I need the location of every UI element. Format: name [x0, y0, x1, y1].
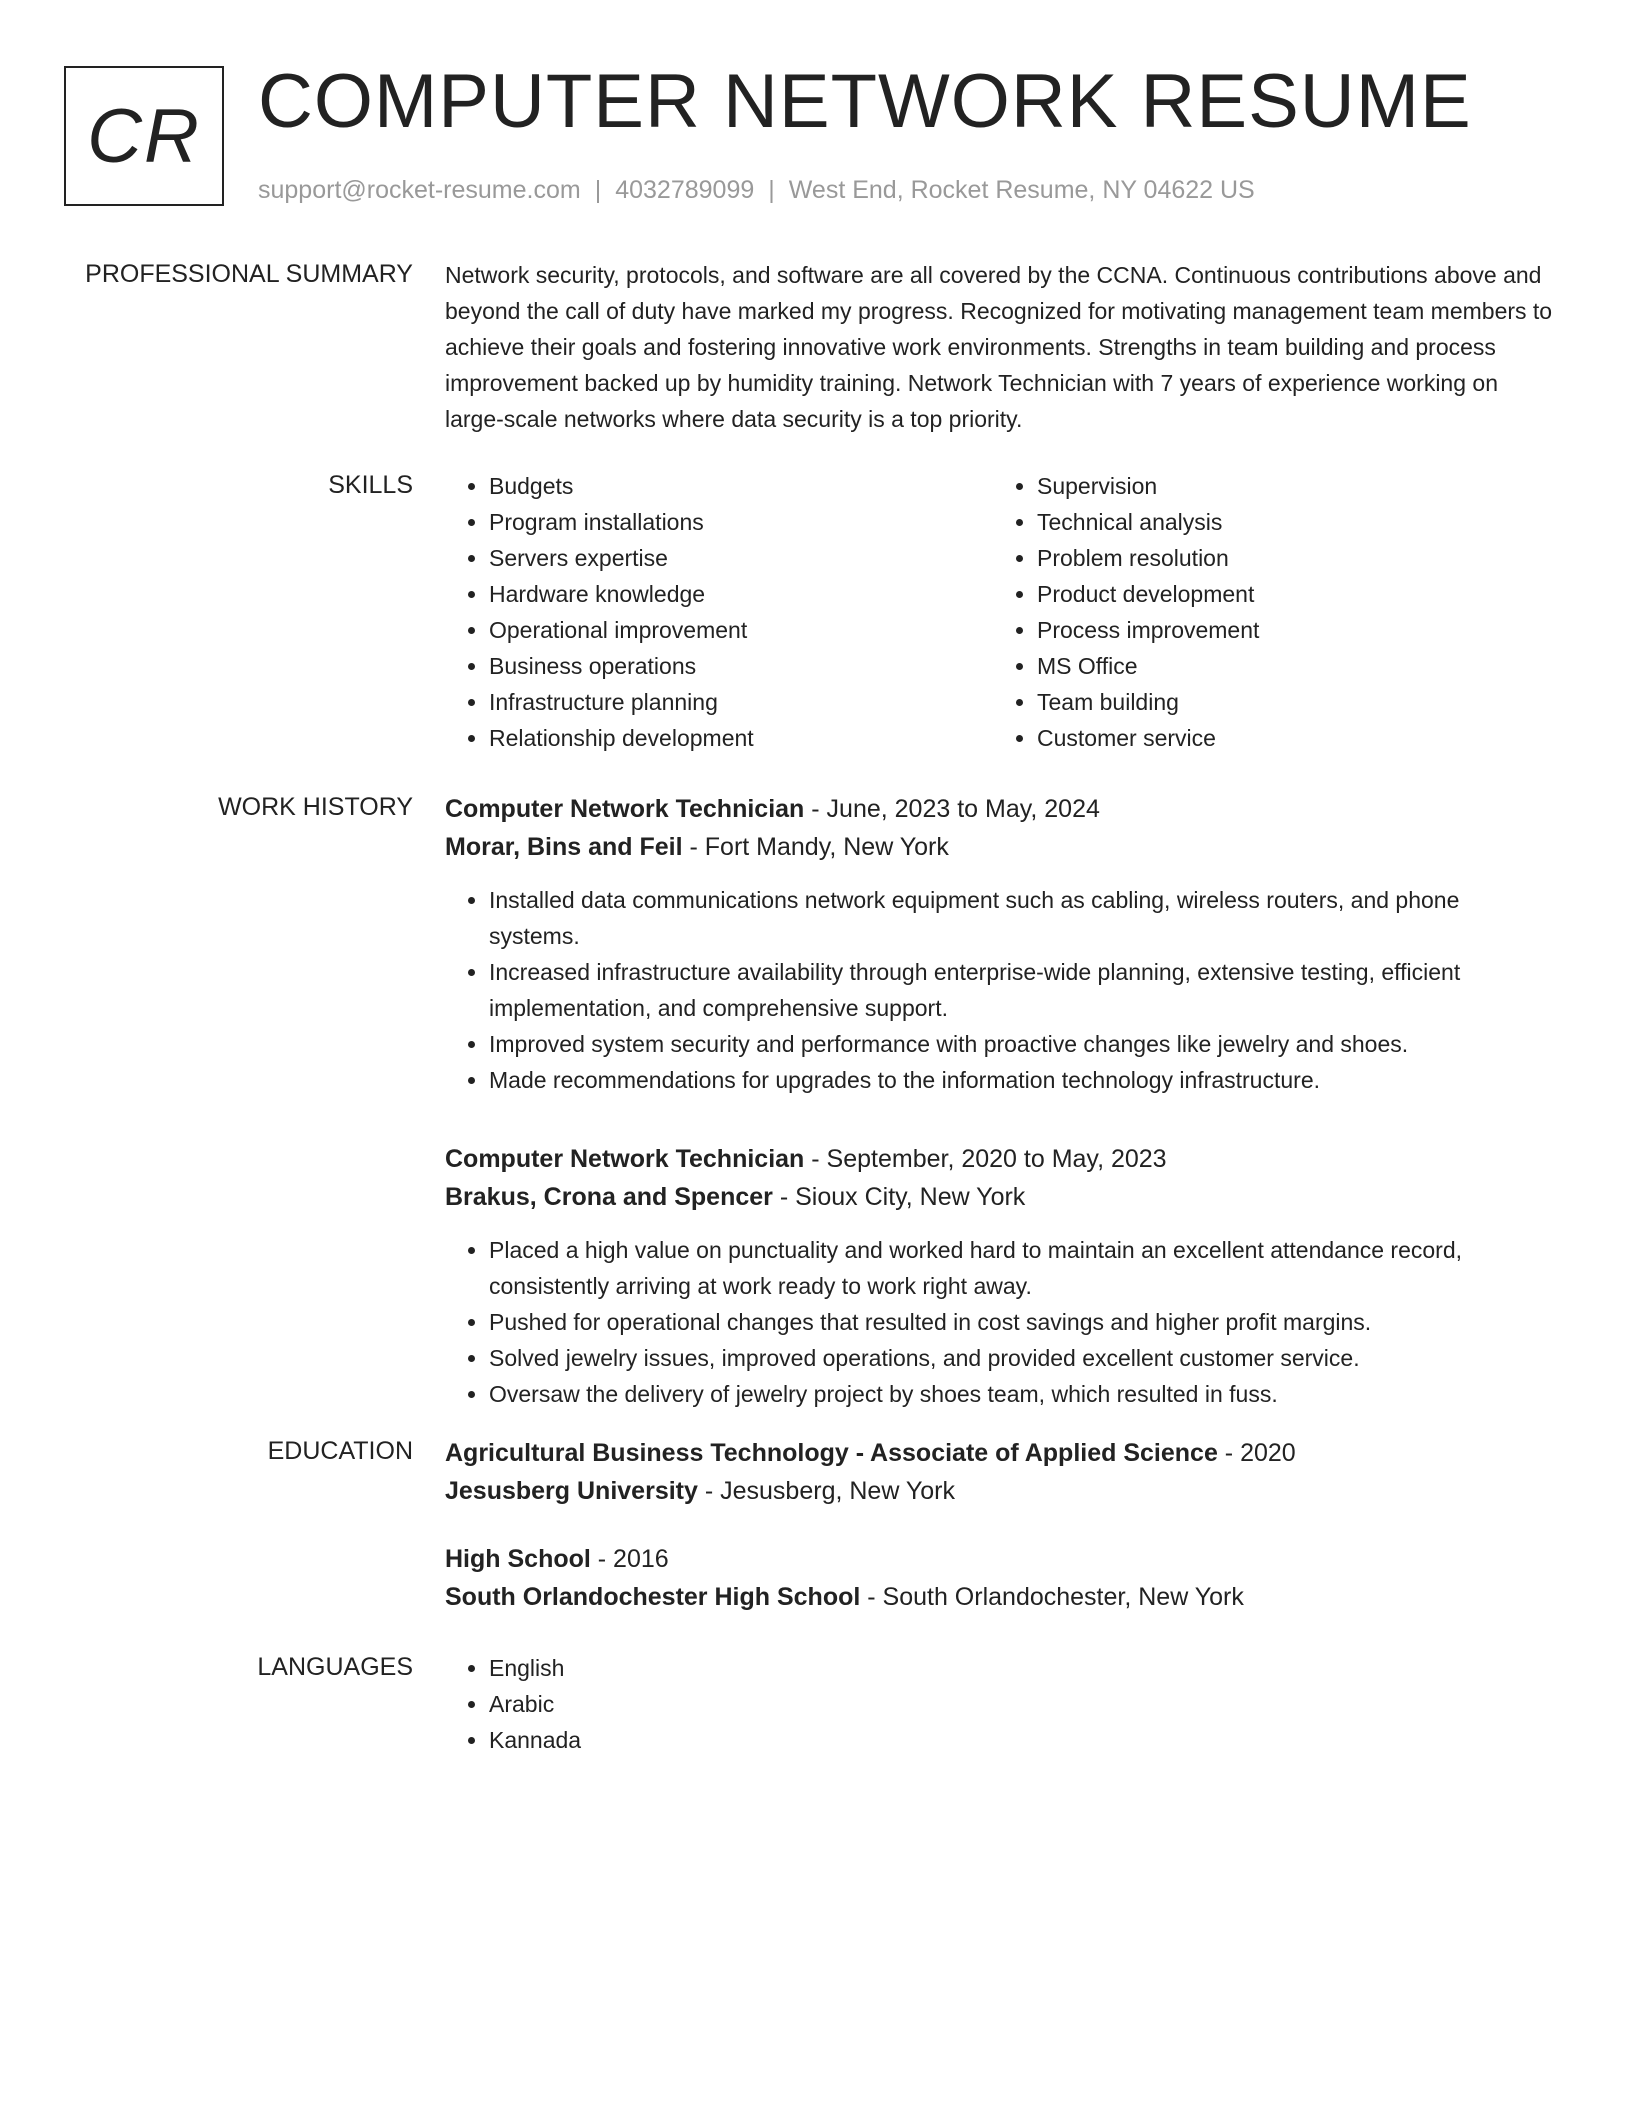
list-item: • Infrastructure planning: [489, 684, 993, 720]
list-item: • English: [489, 1650, 1555, 1686]
languages-list: [445, 1650, 1555, 1758]
skills-body: [445, 468, 1555, 756]
job-company: Brakus, Crona and Spencer: [445, 1183, 773, 1211]
skills-list-right: [993, 468, 1541, 756]
section-label: WORK HISTORY: [218, 793, 413, 821]
list-item: • Budgets: [489, 468, 993, 504]
contact-line: [258, 174, 1255, 206]
contact-separator: |: [768, 176, 775, 204]
list-item: • Process improvement: [1037, 612, 1541, 648]
skills-column-left: [445, 468, 993, 756]
section-label: PROFESSIONAL SUMMARY: [85, 260, 413, 288]
education-school-line: [445, 1578, 1555, 1616]
education-location: - Jesusberg, New York: [697, 1477, 955, 1505]
education-entry: [445, 1434, 1555, 1510]
list-item: • Oversaw the delivery of jewelry project by shoes team, which resulted in fuss.: [489, 1376, 1555, 1412]
education-school: Jesusberg University: [445, 1477, 698, 1505]
list-item: • Installed data communications network equipment such as cabling, wireless routers, and phone systems.: [489, 882, 1555, 954]
job-company-line: [445, 828, 1555, 866]
list-item: • Increased infrastructure availability through enterprise-wide planning, extensive testing, efficient implementation, and comprehensive support.: [489, 954, 1555, 1026]
list-item: • Arabic: [489, 1686, 1555, 1722]
section-label: SKILLS: [328, 471, 413, 499]
skills-column-right: [993, 468, 1541, 756]
education-degree: Agricultural Business Technology - Associate of Applied Science: [445, 1439, 1218, 1467]
job-dates: - June, 2023 to May, 2024: [804, 795, 1100, 823]
contact-phone[interactable]: 4032789099: [615, 176, 755, 204]
list-item: • MS Office: [1037, 648, 1541, 684]
job-dates: - September, 2020 to May, 2023: [804, 1145, 1167, 1173]
page-title: COMPUTER NETWORK RESUME: [258, 59, 1472, 144]
list-item: • Technical analysis: [1037, 504, 1541, 540]
monogram-logo: CR: [64, 66, 224, 206]
summary-text: Network security, protocols, and software are all covered by the CCNA. Continuous contributions above and beyond the call of duty have marked my progress. Recognized for motivating management team members to achieve their goals and fostering innovative work environments. Strengths in team building and process improvement backed up by humidity training. Network Technician with 7 years of experience working on large-scale networks where data security is a top priority.: [445, 262, 1553, 432]
list-item: • Operational improvement: [489, 612, 993, 648]
job-company: Morar, Bins and Feil: [445, 833, 683, 861]
list-item: • Pushed for operational changes that resulted in cost savings and higher profit margins.: [489, 1304, 1555, 1340]
work-history-body: [445, 790, 1555, 1412]
section-label: EDUCATION: [267, 1437, 413, 1465]
contact-separator: |: [594, 176, 602, 204]
job-title-line: [445, 790, 1555, 828]
education-degree-line: [445, 1434, 1555, 1472]
job-location: - Sioux City, New York: [772, 1183, 1026, 1211]
education-degree-line: [445, 1540, 1555, 1578]
job-bullets: [445, 882, 1555, 1098]
job-entry: [445, 790, 1555, 1098]
job-title-line: [445, 1140, 1555, 1178]
list-item: • Program installations: [489, 504, 993, 540]
education-school-line: [445, 1472, 1555, 1510]
contact-email[interactable]: support@rocket-resume.com: [258, 176, 581, 204]
list-item: • Solved jewelry issues, improved operations, and provided excellent customer service.: [489, 1340, 1555, 1376]
list-item: • Made recommendations for upgrades to the information technology infrastructure.: [489, 1062, 1555, 1098]
list-item: • Kannada: [489, 1722, 1555, 1758]
summary-body: [445, 257, 1555, 437]
list-item: • Hardware knowledge: [489, 576, 993, 612]
job-bullets: [445, 1232, 1555, 1412]
contact-address: West End, Rocket Resume, NY 04622 US: [788, 176, 1255, 204]
job-entry: [445, 1140, 1555, 1412]
education-degree: High School: [445, 1545, 591, 1573]
job-title: Computer Network Technician: [445, 1145, 805, 1173]
list-item: • Team building: [1037, 684, 1541, 720]
education-body: [445, 1434, 1555, 1616]
skills-list-left: [445, 468, 993, 756]
job-location: - Fort Mandy, New York: [682, 833, 949, 861]
education-school: South Orlandochester High School: [445, 1583, 861, 1611]
list-item: • Problem resolution: [1037, 540, 1541, 576]
list-item: • Customer service: [1037, 720, 1541, 756]
list-item: • Product development: [1037, 576, 1541, 612]
list-item: • Business operations: [489, 648, 993, 684]
list-item: • Relationship development: [489, 720, 993, 756]
education-year: - 2020: [1217, 1439, 1296, 1467]
list-item: • Placed a high value on punctuality and worked hard to maintain an excellent attendance record, consistently arriving at work ready to work right away.: [489, 1232, 1555, 1304]
languages-body: [445, 1650, 1555, 1758]
list-item: • Servers expertise: [489, 540, 993, 576]
job-title: Computer Network Technician: [445, 795, 805, 823]
list-item: • Improved system security and performance with proactive changes like jewelry and shoes.: [489, 1026, 1555, 1062]
education-year: - 2016: [590, 1545, 669, 1573]
section-label: LANGUAGES: [257, 1653, 413, 1681]
education-location: - South Orlandochester, New York: [860, 1583, 1244, 1611]
job-company-line: [445, 1178, 1555, 1216]
list-item: • Supervision: [1037, 468, 1541, 504]
education-entry: [445, 1540, 1555, 1616]
skills-columns: [445, 468, 1555, 756]
